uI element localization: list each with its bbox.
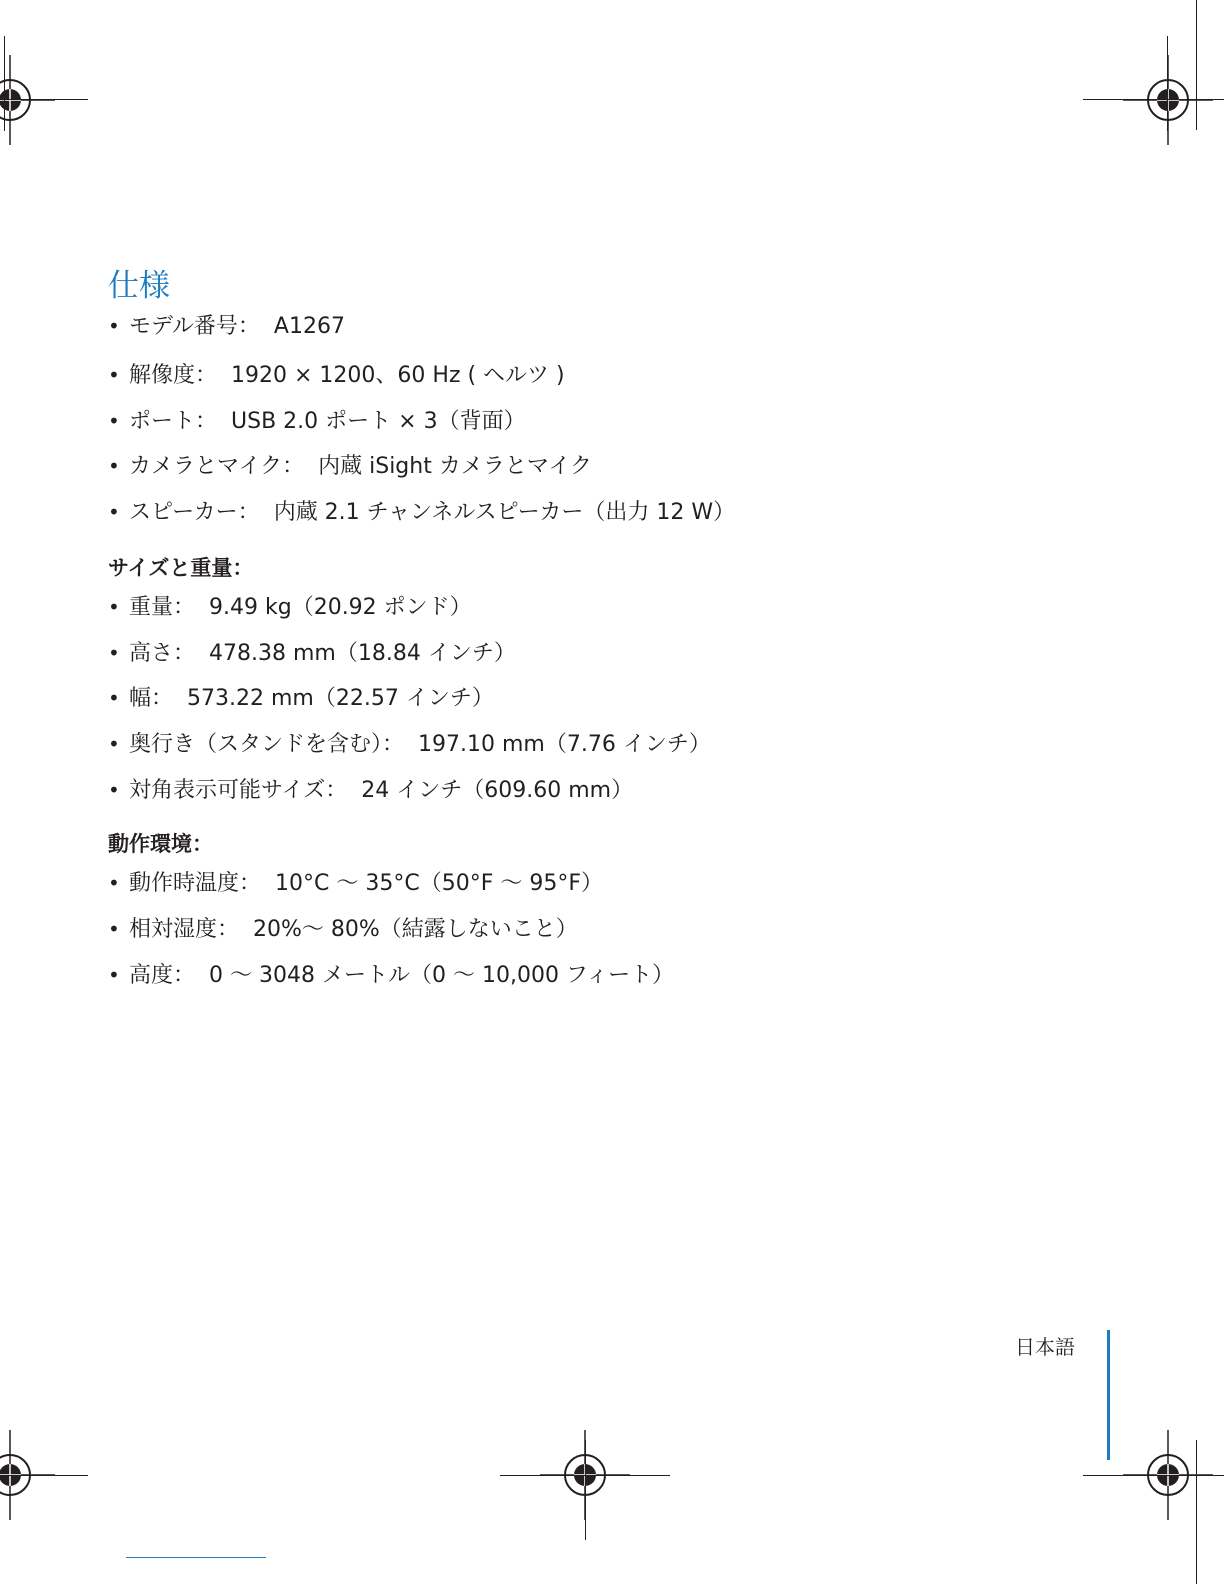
list-item [108, 959, 674, 991]
crop-line [0, 1475, 88, 1476]
spec-value: 内蔵 iSight カメラとマイク [318, 454, 592, 479]
spec-value: 478.38 mm（18.84 インチ） [209, 641, 516, 666]
bullet-icon: • [108, 409, 120, 433]
list-item [108, 867, 603, 899]
list-item [108, 496, 735, 528]
spec-value: 10°C 〜 35°C（50°F 〜 95°F） [275, 871, 603, 896]
spec-label: 幅： [129, 686, 174, 711]
footer-divider [1107, 1330, 1110, 1460]
bullet-icon: • [108, 732, 120, 756]
spec-label: ポート： [129, 409, 218, 434]
footer-language-label: 日本語 [1015, 1335, 1075, 1359]
bullet-icon: • [108, 686, 120, 710]
spec-label: 動作時温度： [129, 871, 262, 896]
bullet-icon: • [108, 778, 120, 802]
section-heading-environment: 動作環境： [108, 832, 213, 856]
list-item [108, 774, 633, 806]
bullet-icon: • [108, 871, 120, 895]
spec-label: 高さ： [129, 641, 196, 666]
spec-label: カメラとマイク： [129, 454, 305, 479]
crop-line [1083, 1475, 1224, 1476]
spec-label: 解像度： [129, 363, 218, 388]
spec-label: 相対湿度： [129, 917, 240, 942]
bullet-icon: • [108, 500, 120, 524]
list-item [108, 682, 494, 714]
list-item [108, 591, 472, 623]
crop-line [4, 36, 5, 131]
crop-line [0, 99, 88, 100]
spec-value: 9.49 kg（20.92 ポンド） [209, 595, 472, 620]
crop-line [1083, 99, 1224, 100]
bullet-icon: • [108, 963, 120, 987]
spec-value: 573.22 mm（22.57 インチ） [187, 686, 494, 711]
spec-label: 対角表示可能サイズ： [129, 778, 348, 803]
spec-value: 24 インチ（609.60 mm） [361, 778, 634, 803]
spec-value: 20%〜 80%（結露しないこと） [253, 917, 578, 942]
spec-label: 重量： [129, 595, 196, 620]
spec-value: 0 〜 3048 メートル（0 〜 10,000 フィート） [209, 963, 675, 988]
spec-label: モデル番号： [129, 314, 260, 339]
spec-value: 内蔵 2.1 チャンネルスピーカー（出力 12 W） [273, 500, 736, 525]
registration-mark-top-right [1123, 55, 1213, 145]
crop-line [1167, 36, 1168, 131]
bottom-divider [126, 1557, 266, 1558]
page-title: 仕様 [108, 268, 170, 304]
list-item [108, 637, 516, 669]
bullet-icon: • [108, 641, 120, 665]
list-item [108, 405, 526, 437]
spec-value: 1920 × 1200、60 Hz ( ヘルツ ) [231, 363, 565, 388]
spec-value: USB 2.0 ポート × 3（背面） [231, 409, 526, 434]
bullet-icon: • [108, 363, 120, 387]
bullet-icon: • [108, 917, 120, 941]
spec-value: A1267 [273, 314, 345, 339]
list-item [108, 913, 578, 945]
bullet-icon: • [108, 314, 120, 338]
spec-label: 奥行き（スタンドを含む）： [129, 732, 405, 757]
list-item [108, 359, 565, 391]
registration-mark-top-left [0, 55, 55, 145]
crop-line [585, 1440, 586, 1540]
spec-value: 197.10 mm（7.76 インチ） [418, 732, 711, 757]
bullet-icon: • [108, 454, 120, 478]
bullet-icon: • [108, 595, 120, 619]
crop-line [1196, 1440, 1197, 1584]
list-item [108, 728, 711, 760]
section-heading-size: サイズと重量： [108, 556, 254, 580]
list-item [108, 450, 592, 482]
list-item [108, 310, 345, 342]
spec-label: スピーカー： [129, 500, 260, 525]
spec-label: 高度： [129, 963, 196, 988]
crop-line [1196, 0, 1197, 130]
